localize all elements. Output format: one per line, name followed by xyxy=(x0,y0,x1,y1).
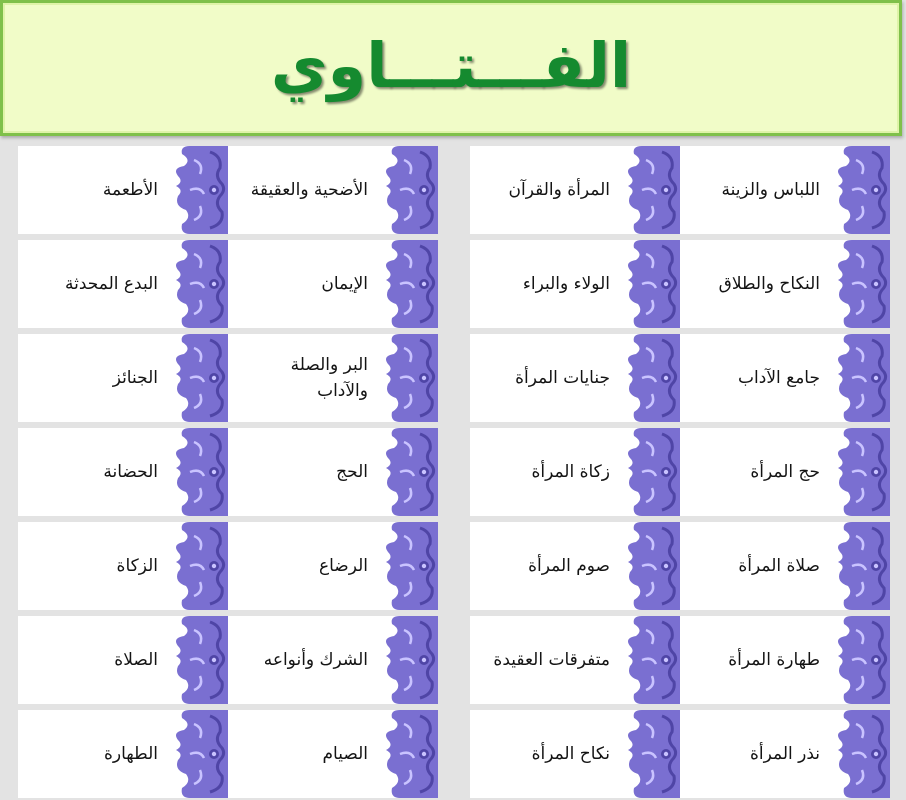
category-label: الرضاع xyxy=(318,556,368,576)
category-card[interactable] xyxy=(470,428,680,516)
category-label: طهارة المرأة xyxy=(728,650,820,670)
arabesque-ornament-icon xyxy=(380,334,438,422)
arabesque-ornament-icon xyxy=(832,522,890,610)
category-label: جنايات المرأة xyxy=(515,368,610,388)
category-label: الإيمان xyxy=(321,274,368,294)
category-card[interactable] xyxy=(680,710,890,798)
category-card[interactable] xyxy=(228,710,438,798)
arabesque-ornament-icon xyxy=(380,240,438,328)
category-label: الزكاة xyxy=(116,556,158,576)
category-card[interactable] xyxy=(470,240,680,328)
category-card[interactable] xyxy=(470,146,680,234)
category-card[interactable] xyxy=(18,522,228,610)
arabesque-ornament-icon xyxy=(170,616,228,704)
category-label: اللباس والزينة xyxy=(721,180,820,200)
arabesque-ornament-icon xyxy=(170,146,228,234)
category-card[interactable] xyxy=(680,240,890,328)
category-card[interactable] xyxy=(18,240,228,328)
arabesque-ornament-icon xyxy=(380,146,438,234)
category-card[interactable] xyxy=(470,334,680,422)
category-label: الأطعمة xyxy=(102,180,158,200)
arabesque-ornament-icon xyxy=(622,428,680,516)
category-card[interactable] xyxy=(680,616,890,704)
category-card[interactable] xyxy=(680,334,890,422)
arabesque-ornament-icon xyxy=(170,522,228,610)
category-card[interactable] xyxy=(680,146,890,234)
category-label: حج المرأة xyxy=(750,462,820,482)
category-label: الولاء والبراء xyxy=(522,274,610,294)
arabesque-ornament-icon xyxy=(380,522,438,610)
category-label: نذر المرأة xyxy=(749,744,820,764)
category-label: نكاح المرأة xyxy=(531,744,610,764)
arabesque-ornament-icon xyxy=(170,710,228,798)
category-label: الشرك وأنواعه xyxy=(263,650,368,670)
category-label: الجنائز xyxy=(112,368,158,388)
arabesque-ornament-icon xyxy=(832,240,890,328)
category-label: المرأة والقرآن xyxy=(508,180,610,200)
category-card[interactable] xyxy=(470,616,680,704)
category-card[interactable] xyxy=(228,146,438,234)
category-label: البر والصلة والآداب xyxy=(290,355,368,401)
arabesque-ornament-icon xyxy=(170,334,228,422)
category-label: البدع المحدثة xyxy=(65,274,158,294)
category-label: صوم المرأة xyxy=(528,556,610,576)
arabesque-ornament-icon xyxy=(832,428,890,516)
arabesque-ornament-icon xyxy=(832,710,890,798)
category-card[interactable] xyxy=(228,240,438,328)
category-card[interactable] xyxy=(18,428,228,516)
arabesque-ornament-icon xyxy=(622,522,680,610)
category-card[interactable] xyxy=(228,522,438,610)
category-label: الحج xyxy=(336,462,368,482)
arabesque-ornament-icon xyxy=(832,334,890,422)
category-label: زكاة المرأة xyxy=(531,462,610,482)
arabesque-ornament-icon xyxy=(380,616,438,704)
arabesque-ornament-icon xyxy=(170,240,228,328)
category-label: الطهارة xyxy=(104,744,158,764)
arabesque-ornament-icon xyxy=(832,146,890,234)
page-title: الفـــتـــاوي xyxy=(270,28,632,102)
category-label: النكاح والطلاق xyxy=(718,274,820,294)
category-label: صلاة المرأة xyxy=(738,556,820,576)
arabesque-ornament-icon xyxy=(622,616,680,704)
arabesque-ornament-icon xyxy=(622,240,680,328)
category-card[interactable] xyxy=(18,710,228,798)
category-label: متفرقات العقيدة xyxy=(493,650,610,670)
category-card[interactable] xyxy=(228,428,438,516)
arabesque-ornament-icon xyxy=(622,334,680,422)
arabesque-ornament-icon xyxy=(832,616,890,704)
category-label: الصلاة xyxy=(114,650,158,670)
category-label: الأضحية والعقيقة xyxy=(250,180,368,200)
arabesque-ornament-icon xyxy=(170,428,228,516)
arabesque-ornament-icon xyxy=(380,428,438,516)
category-card[interactable] xyxy=(228,334,438,422)
category-label: الصيام xyxy=(322,744,368,764)
category-label: جامع الآداب xyxy=(738,368,820,388)
category-card[interactable] xyxy=(470,710,680,798)
category-card[interactable] xyxy=(680,522,890,610)
category-card[interactable] xyxy=(18,146,228,234)
category-card[interactable] xyxy=(228,616,438,704)
category-card[interactable] xyxy=(18,616,228,704)
category-label: الحضانة xyxy=(103,462,158,482)
arabesque-ornament-icon xyxy=(622,146,680,234)
category-card[interactable] xyxy=(18,334,228,422)
arabesque-ornament-icon xyxy=(380,710,438,798)
category-card[interactable] xyxy=(470,522,680,610)
category-card[interactable] xyxy=(680,428,890,516)
arabesque-ornament-icon xyxy=(622,710,680,798)
